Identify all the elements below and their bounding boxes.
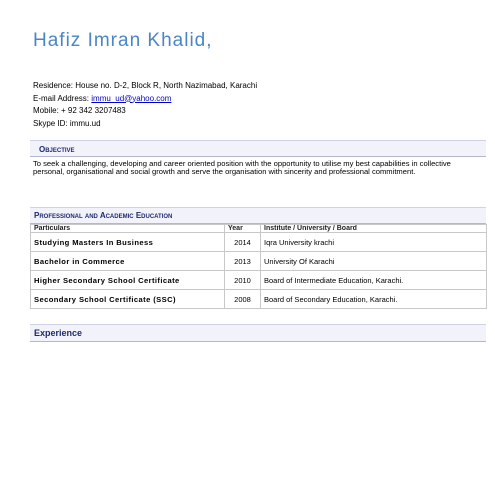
email-label: E-mail Address: (33, 93, 92, 103)
institute-cell: Board of Secondary Education, Karachi. (261, 290, 487, 309)
table-row (31, 252, 487, 271)
experience-heading: Experience (34, 328, 83, 338)
email-line (33, 93, 257, 106)
year-cell: 2014 (225, 233, 261, 252)
year-cell: 2010 (225, 271, 261, 290)
table-row (31, 271, 487, 290)
column-header-particulars: Particulars (31, 225, 225, 233)
column-header-year: Year (225, 225, 261, 233)
residence-line: Residence: House no. D-2, Block R, North Nazimabad, Karachi (33, 81, 258, 90)
email-link[interactable]: immu_ud@yahoo.com (91, 93, 172, 103)
year-cell: 2013 (225, 252, 261, 271)
table-header-row (31, 225, 487, 233)
objective-heading: Objective (39, 145, 75, 154)
institute-cell: Iqra University krachi (261, 233, 487, 252)
objective-header (30, 140, 486, 157)
column-header-institute: Institute / University / Board (261, 225, 487, 233)
qualification-cell: Secondary School Certificate (SSC) (31, 290, 225, 309)
table-row (31, 290, 487, 309)
institute-cell: Board of Intermediate Education, Karachi. (261, 271, 487, 290)
qualification-cell: Higher Secondary School Certificate (31, 271, 225, 290)
education-header (30, 207, 486, 224)
skype-line: Skype ID: immu.ud (33, 118, 101, 128)
qualification-cell: Bachelor in Commerce (31, 252, 225, 271)
qualification-cell: Studying Masters In Business (31, 233, 225, 252)
institute-cell: University Of Karachi (261, 252, 487, 271)
table-row (31, 233, 487, 252)
year-cell: 2008 (225, 290, 261, 309)
objective-text: To seek a challenging, developing and career oriented position with the opportunity to utilise my best capabilities in collective personal, organisational and social growth and serve the organisation with sincerity and professional commitment. (33, 159, 451, 177)
mobile-line: Mobile: + 92 342 3207483 (33, 106, 126, 115)
candidate-name: Hafiz Imran Khalid, (33, 30, 213, 51)
contact-block (33, 80, 257, 130)
education-heading: Professional and Academic Education (34, 211, 173, 220)
education-table (30, 224, 487, 309)
experience-header (30, 324, 486, 342)
